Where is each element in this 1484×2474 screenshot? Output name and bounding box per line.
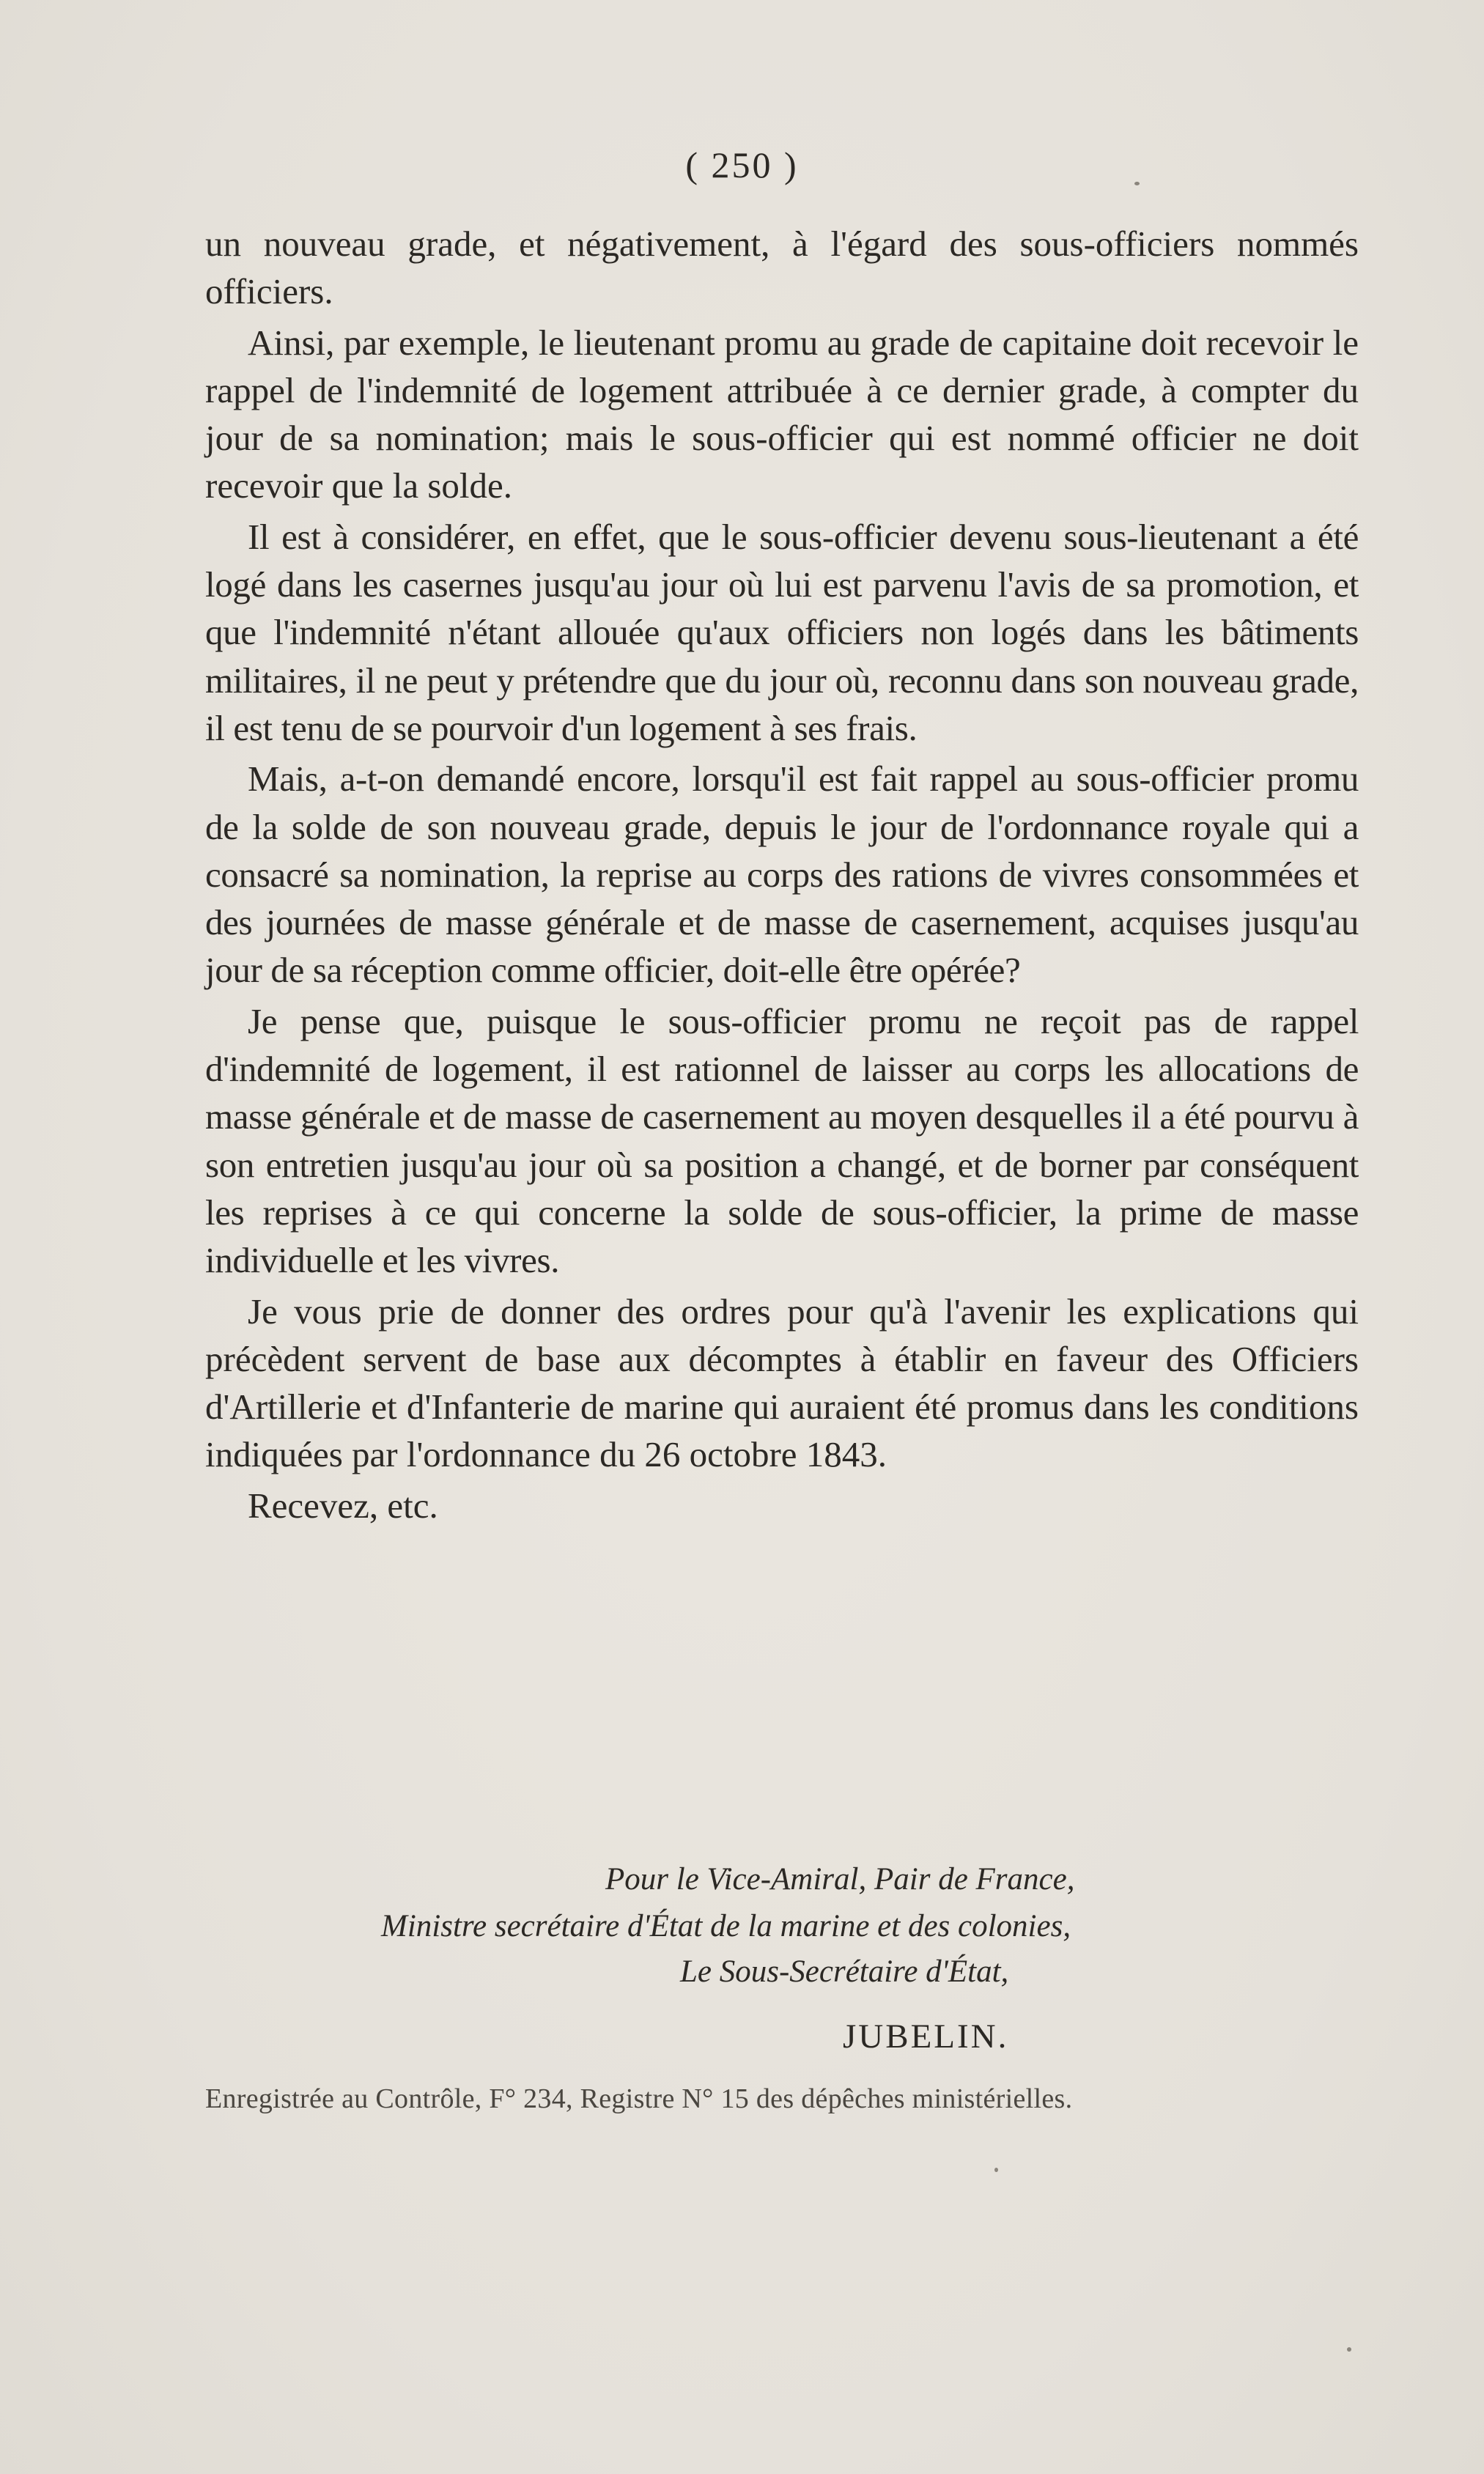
signatory-name: JUBELIN.	[843, 2017, 1009, 2056]
paper-speck	[1134, 182, 1140, 185]
paper-speck	[1347, 2347, 1351, 2352]
closing-line: Recevez, etc.	[248, 1485, 438, 1526]
paragraph-1: un nouveau grade, et négativement, à l'égard des sous-officiers nommés officiers.	[205, 224, 1359, 312]
paper-speck	[994, 2168, 998, 2172]
body-text	[205, 220, 1359, 1529]
signature-line-3: Le Sous-Secrétaire d'État,	[680, 1954, 1009, 1989]
signature-line-2: Ministre secrétaire d'État de la marine et des colonies,	[381, 1909, 1071, 1943]
page-number: ( 250 )	[685, 144, 799, 185]
paragraph-5: Je pense que, puisque le sous-officier promu ne reçoit pas de rappel d'indemnité de logement, il est rationnel de laisser au corps les allocations de masse générale et de masse de casernement au moyen desquelles il a été pourvu à son entretien jusqu'au jour où sa position a changé, et de borner par conséquent les reprises à ce qui concerne la solde de sous-officier, la prime de masse individuelle et les vivres.	[205, 1000, 1359, 1281]
registration-note: Enregistrée au Contrôle, F° 234, Registre N° 15 des dépêches ministérielles.	[205, 2083, 1073, 2114]
paragraph-3: Il est à considérer, en effet, que le sous-officier devenu sous-lieutenant a été logé dans les casernes jusqu'au jour où lui est parvenu l'avis de sa promotion, et que l'indemnité n'étant allouée qu'aux officiers non logés dans les bâtiments militaires, il ne peut y prétendre que du jour où, reconnu dans son nouveau grade, il est tenu de se pourvoir d'un logement à ses frais.	[205, 516, 1359, 748]
paragraph-6: Je vous prie de donner des ordres pour qu'à l'avenir les explications qui précèdent servent de base aux décomptes à établir en faveur des Officiers d'Artillerie et d'Infanterie de marine qui auraient été promus dans les conditions indiquées par l'ordonnance du 26 octobre 1843.	[205, 1290, 1359, 1475]
paragraph-2: Ainsi, par exemple, le lieutenant promu au grade de capitaine doit recevoir le rappel de l'indemnité de logement attribuée à ce dernier grade, à compter du jour de sa nomination; mais le sous-officier qui est nommé officier ne doit recevoir que la solde.	[205, 322, 1359, 506]
paragraph-4: Mais, a-t-on demandé encore, lorsqu'il est fait rappel au sous-officier promu de la solde de son nouveau grade, depuis le jour de l'ordonnance royale qui a consacré sa nomination, la reprise au corps des rations de vivres consommées et des journées de masse générale et de masse de casernement, acquises jusqu'au jour de sa réception comme officier, doit-elle être opérée?	[205, 758, 1359, 991]
signature-line-1: Pour le Vice-Amiral, Pair de France,	[605, 1862, 1075, 1897]
